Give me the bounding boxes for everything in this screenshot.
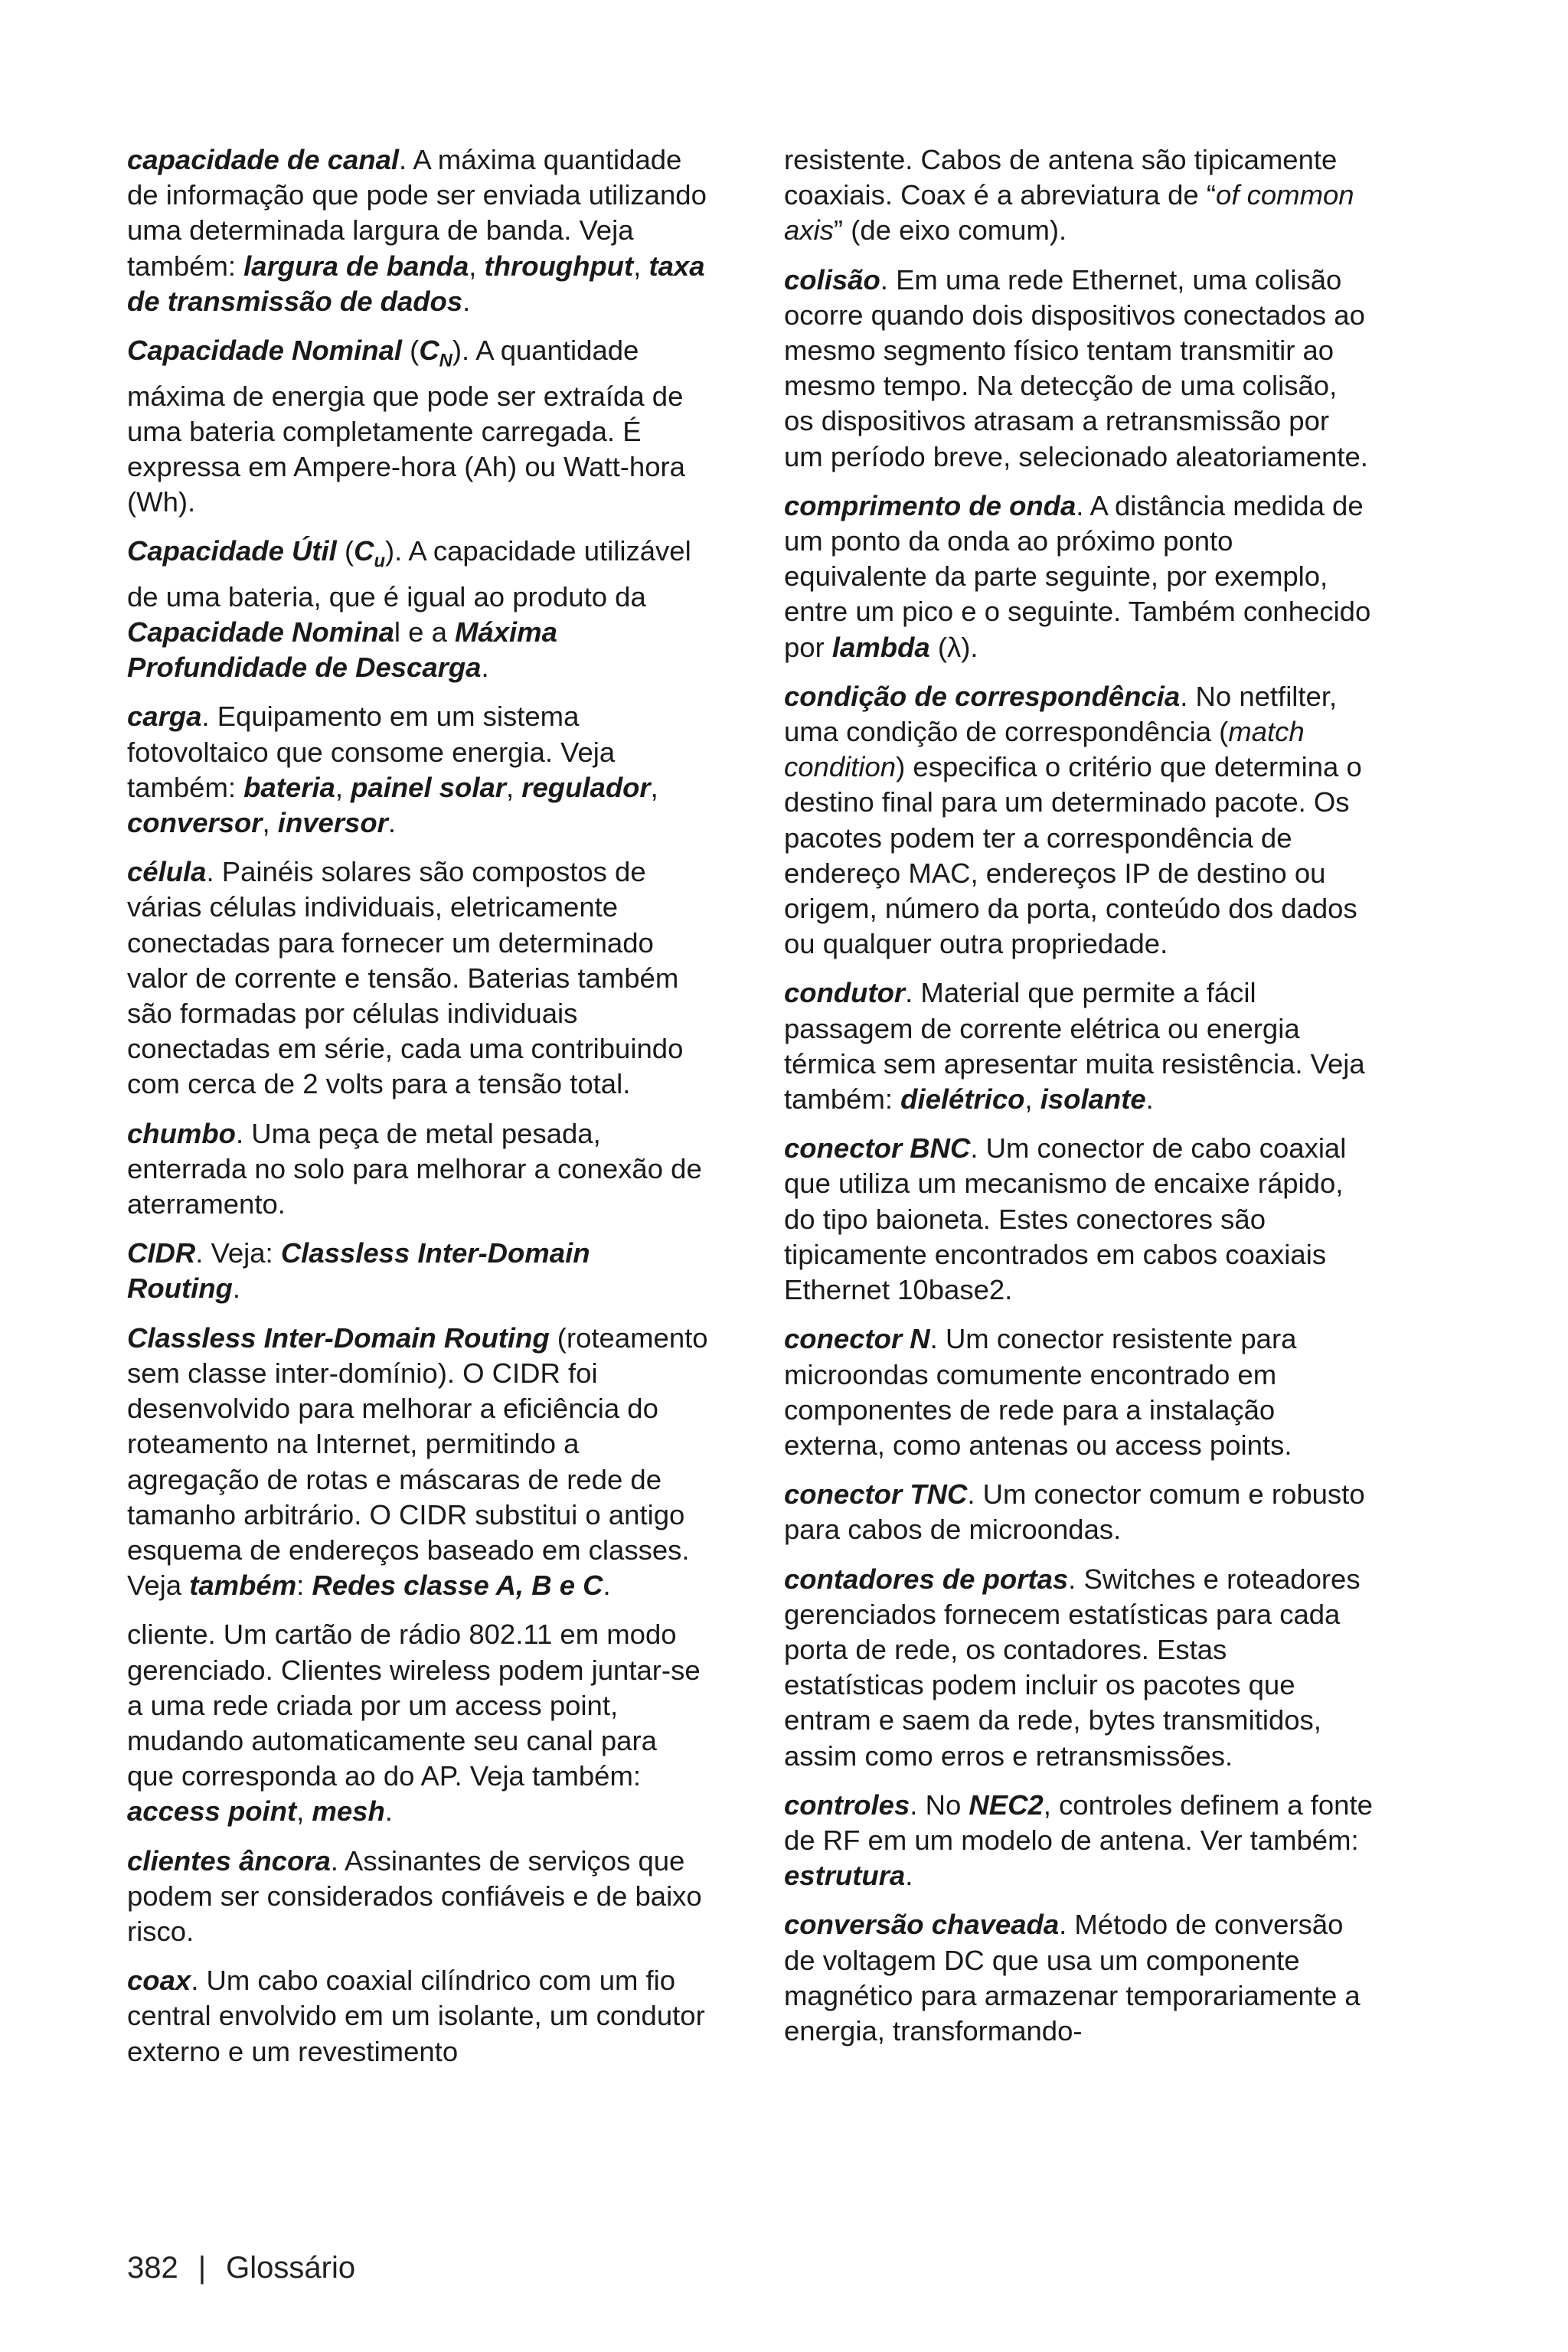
section-title: Glossário xyxy=(226,2251,356,2285)
entry-text: . Assinantes de serviços que podem ser considerados confiáveis e de baixo risco. xyxy=(127,1844,702,1947)
glossary-entry-comprimento-de-onda xyxy=(784,488,1374,665)
entry-term: dielétrico xyxy=(900,1083,1025,1116)
entry-text: l e a xyxy=(394,616,456,648)
glossary-entry-cidr xyxy=(127,1236,709,1306)
glossary-entry-colisao xyxy=(784,263,1374,475)
glossary-entry-conector-n xyxy=(784,1321,1374,1463)
entry-text: cliente. Um cartão de rádio 802.11 em modo gerenciado. Clientes wireless podem juntar-se a uma rede criada por um access point, mudando automaticamente seu canal para que corresponda ao do AP. Veja também: xyxy=(127,1619,701,1792)
entry-text: . Uma peça de metal pesada, enterrada no solo para melhorar a conexão de aterramento. xyxy=(127,1117,702,1220)
glossary-entry-clientes-ancora xyxy=(127,1844,709,1950)
entry-term: CIDR xyxy=(127,1237,196,1269)
entry-term: mesh xyxy=(312,1795,385,1828)
entry-text: . A máxima quantidade de informação que pode ser enviada utilizando uma determinada largura de banda. Veja também: xyxy=(127,144,707,282)
entry-term: taxa de transmissão de dados xyxy=(127,250,705,317)
glossary-entry-conector-tnc xyxy=(784,1477,1374,1547)
entry-term: controles xyxy=(784,1788,910,1821)
left-column xyxy=(127,142,709,2083)
entry-text: ( xyxy=(336,535,354,567)
entry-term: of common axis xyxy=(784,179,1354,247)
entry-text: resistente. Cabos de antena são tipicamente coaxiais. Coax é a abreviatura de “ xyxy=(784,144,1338,211)
entry-term: u xyxy=(374,551,385,572)
entry-term: N xyxy=(439,351,452,371)
entry-text: , xyxy=(262,807,278,839)
entry-term: capacidade de canal xyxy=(127,144,400,175)
entry-text: , controles definem a fonte de RF em um modelo de antena. Ver também: xyxy=(784,1788,1373,1856)
glossary-entry-classless-inter-domain-routing xyxy=(127,1321,709,1604)
entry-term: conector TNC xyxy=(784,1478,968,1511)
entry-text: . xyxy=(905,1860,913,1892)
entry-term: também xyxy=(189,1570,297,1602)
glossary-entry-controles xyxy=(784,1788,1374,1894)
entry-text: (roteamento sem classe inter-domínio). O CIDR foi desenvolvido para melhorar a eficiência do roteamento na Internet, permitindo a agregação de rotas e máscaras de rede de tamanho arbitrário. O CIDR substitui o antigo esquema de endereços baseado em classes. Veja xyxy=(127,1321,708,1602)
glossary-entry-cliente xyxy=(127,1617,709,1829)
entry-text: . xyxy=(387,807,396,839)
entry-term: Máxima Profundidade de Descarga xyxy=(127,616,557,684)
entry-term: C xyxy=(419,335,439,367)
entry-text: . xyxy=(462,285,471,317)
entry-term: Capacidade Nominal xyxy=(127,335,403,367)
entry-term: célula xyxy=(127,856,207,888)
entry-term: condição de correspondência xyxy=(784,680,1181,712)
entry-text: . A distância medida de um ponto da onda ao próximo ponto equivalente da parte seguinte, por exemplo, entre um pico e o seguinte. Também conhecido por xyxy=(784,489,1371,663)
entry-term: conversor xyxy=(127,807,263,839)
entry-text: . No netfilter, uma condição de correspondência ( xyxy=(784,680,1338,748)
entry-text: . xyxy=(481,652,489,684)
entry-term: Capacidade Nomina xyxy=(127,616,394,648)
glossary-entry-celula xyxy=(127,854,709,1102)
entry-term: largura de banda xyxy=(243,250,469,282)
entry-text: , xyxy=(633,250,649,282)
entry-text: , xyxy=(1024,1083,1040,1116)
entry-term: clientes âncora xyxy=(127,1844,331,1877)
entry-text: ). A capacidade utilizável de uma bateria, que é igual ao produto da xyxy=(127,535,691,612)
entry-term: conector N xyxy=(784,1323,930,1355)
entry-text: . xyxy=(1145,1083,1154,1116)
glossary-entry-coax-cont xyxy=(784,142,1374,249)
entry-text: : xyxy=(296,1570,312,1602)
entry-text: , xyxy=(296,1795,312,1828)
entry-term: C xyxy=(354,535,374,567)
entry-term: conector BNC xyxy=(784,1132,971,1165)
entry-text: (λ). xyxy=(929,631,978,663)
entry-text: , xyxy=(335,771,351,803)
entry-text: . Método de conversão de voltagem DC que usa um componente magnético para armazenar temporariamente a energia, transformando- xyxy=(784,1909,1361,2047)
entry-term: access point xyxy=(127,1795,297,1828)
entry-term: lambda xyxy=(831,631,930,663)
entry-text: ). A quantidade máxima de energia que pode ser extraída de uma bateria completamente carregada. É expressa em Ampere-hora (Ah) ou Watt-hora (Wh). xyxy=(127,335,685,518)
entry-term: Redes classe A, B e C xyxy=(312,1570,603,1602)
entry-text: . Um conector de cabo coaxial que utiliza um mecanismo de encaixe rápido, do tipo baioneta. Estes conectores são tipicamente encontrados em cabos coaxiais Ethernet 10base2. xyxy=(784,1132,1347,1306)
entry-text: . Veja: xyxy=(195,1237,281,1269)
entry-term: bateria xyxy=(243,771,335,803)
glossary-entry-condicao-de-correspondencia xyxy=(784,679,1374,962)
entry-term: Classless Inter-Domain Routing xyxy=(127,1321,550,1354)
entry-term: NEC2 xyxy=(969,1788,1044,1821)
entry-text: . xyxy=(384,1795,393,1828)
entry-text: . Equipamento em um sistema fotovoltaico que consome energia. Veja também: xyxy=(127,701,616,803)
entry-text: , xyxy=(650,771,658,803)
entry-term: colisão xyxy=(784,263,880,296)
entry-term: conversão chaveada xyxy=(784,1909,1060,1941)
entry-term: Classless Inter-Domain Routing xyxy=(127,1237,590,1305)
glossary-entry-contadores-de-portas xyxy=(784,1562,1374,1774)
right-column xyxy=(784,142,1374,2063)
glossary-entry-capacidade-de-canal xyxy=(127,142,709,319)
glossary-entry-conector-bnc xyxy=(784,1131,1374,1308)
entry-text: ( xyxy=(402,335,420,367)
entry-term: painel solar xyxy=(351,771,506,803)
entry-text: . xyxy=(232,1272,240,1305)
page-footer xyxy=(127,2251,355,2285)
entry-term: contadores de portas xyxy=(784,1563,1069,1595)
entry-text: . Um conector comum e robusto para cabos de microondas. xyxy=(784,1478,1365,1546)
entry-term: match condition xyxy=(784,716,1305,783)
entry-text: . Um conector resistente para microondas comumente encontrado em componentes de rede para a instalação externa, como antenas ou access points. xyxy=(784,1323,1297,1461)
glossary-entry-capacidade-nominal xyxy=(127,333,709,520)
entry-term: Capacidade Útil xyxy=(127,535,337,567)
entry-text: . Switches e roteadores gerenciados fornecem estatísticas para cada porta de rede, os contadores. Estas estatísticas podem incluir os pacotes que entram e saem da rede, bytes transmitidos, assim como erros e retransmissões. xyxy=(784,1563,1361,1772)
entry-text: . Um cabo coaxial cilíndrico com um fio central envolvido em um isolante, um condutor externo e um revestimento xyxy=(127,1965,705,2067)
glossary-entry-coax xyxy=(127,1963,709,2069)
glossary-entry-condutor xyxy=(784,975,1374,1117)
entry-text: . No xyxy=(910,1788,969,1821)
entry-text: , xyxy=(469,250,485,282)
glossary-entry-chumbo xyxy=(127,1116,709,1223)
entry-text: ) especifica o critério que determina o destino final para um determinado pacote. Os pacotes podem ter a correspondência de endereço MAC, endereços IP de destino ou origem, número da porta, conteúdo dos dados ou qualquer outra propriedade. xyxy=(784,751,1362,960)
page-number: 382 xyxy=(127,2251,178,2285)
entry-text: , xyxy=(506,771,522,803)
entry-term: throughput xyxy=(484,250,634,282)
entry-term: regulador xyxy=(521,771,651,803)
glossary-entry-conversao-chaveada xyxy=(784,1907,1374,2049)
footer-separator: | xyxy=(198,2251,207,2285)
entry-term: estrutura xyxy=(784,1860,906,1892)
entry-text: . xyxy=(603,1570,611,1602)
entry-term: coax xyxy=(127,1965,191,1997)
entry-text: . Em uma rede Ethernet, uma colisão ocorre quando dois dispositivos conectados ao mesmo segmento físico tentam transmitir ao mesmo tempo. Na detecção de uma colisão, os dispositivos atrasam a retransmissão por um período breve, selecionado aleatoriamente. xyxy=(784,263,1368,472)
entry-text: . Painéis solares são compostos de várias células individuais, eletricamente conectadas para fornecer um determinado valor de corrente e tensão. Baterias também são formadas por células individuais conectadas em série, cada uma contribuindo com cerca de 2 volts para a tensão total. xyxy=(127,856,684,1100)
entry-text: . Material que permite a fácil passagem de corrente elétrica ou energia térmica sem apresentar muita resistência. Veja também: xyxy=(784,977,1365,1116)
entry-term: condutor xyxy=(784,977,906,1009)
entry-term: isolante xyxy=(1040,1083,1146,1116)
entry-text: ” (de eixo comum). xyxy=(833,214,1067,247)
entry-term: chumbo xyxy=(127,1117,236,1149)
entry-term: carga xyxy=(127,701,202,733)
glossary-entry-carga xyxy=(127,699,709,841)
glossary-entry-capacidade-util xyxy=(127,534,709,685)
entry-term: comprimento de onda xyxy=(784,489,1076,521)
entry-term: inversor xyxy=(277,807,388,839)
